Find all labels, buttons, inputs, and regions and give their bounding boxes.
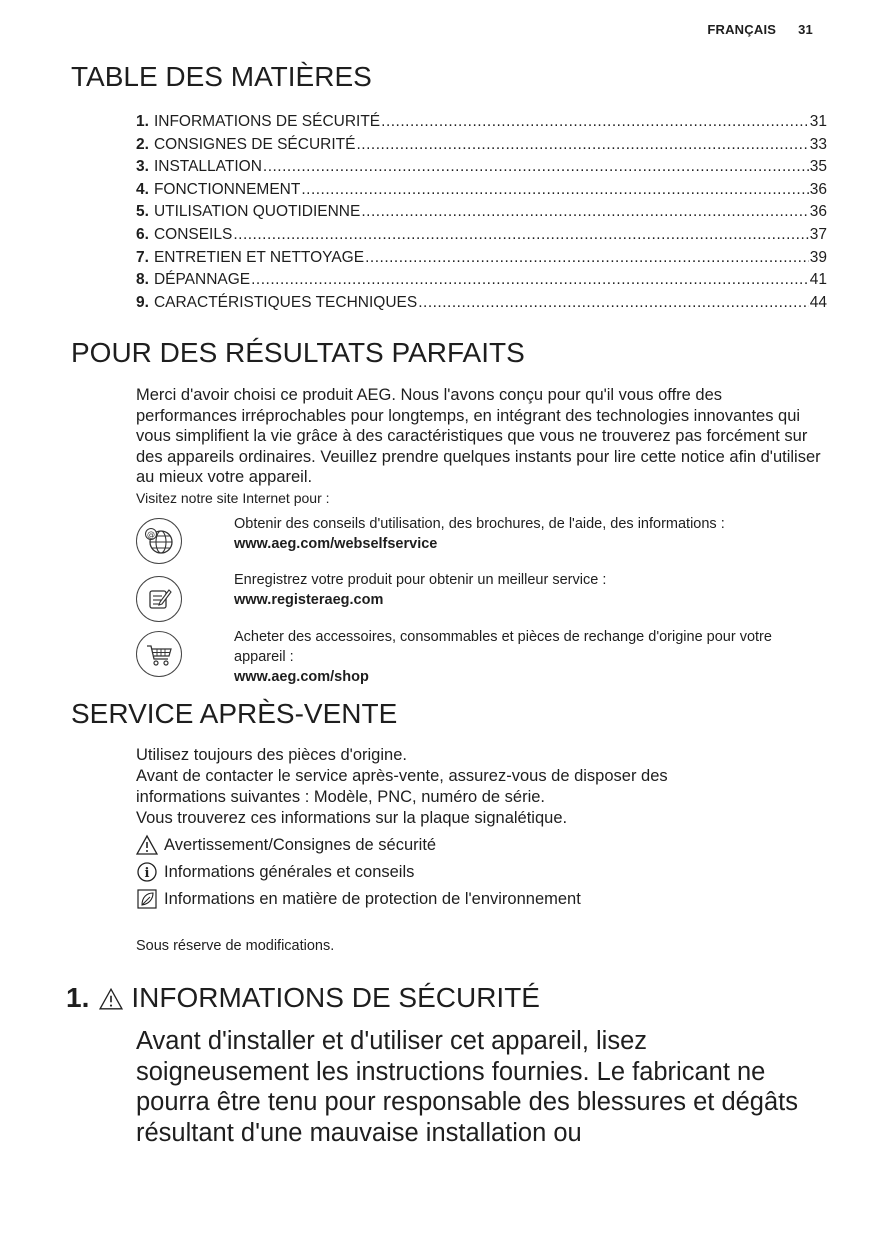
register-desc: Enregistrez votre produit pour obtenir un meilleur service : [234,572,607,588]
section-number: 1. [66,982,90,1013]
page-number: 31 [798,22,813,37]
warning-triangle-icon [99,986,123,1010]
legend-info: i Informations générales et conseils [136,859,414,885]
globe-at-icon [136,518,182,564]
toc-entry-label: CONSEILS [153,225,233,243]
table-of-contents [136,111,827,314]
service-title: SERVICE APRÈS-VENTE [71,698,398,729]
toc-entry-page: 33 [809,135,827,153]
register-link[interactable]: www.registeraeg.com [234,592,384,608]
toc-entry[interactable]: 4. FONCTIONNEMENT ..... 36 [136,179,827,202]
toc-entry-label: CARACTÉRISTIQUES TECHNIQUES [153,293,418,311]
toc-entry-label: INFORMATIONS DE SÉCURITÉ [153,113,381,130]
toc-entry[interactable]: 9. CARACTÉRISTIQUES TECHNIQUES ..... 44 [136,292,827,315]
toc-entry[interactable]: 2. CONSIGNES DE SÉCURITÉ ..... 33 [136,134,827,157]
toc-entry-label: INSTALLATION [153,158,262,176]
section-1-title [66,982,540,1014]
visit-text: Visitez notre site Internet pour : [136,490,330,506]
legend-warning: Avertissement/Consignes de sécurité [136,832,436,858]
service-line-3: Vous trouverez ces informations sur la plaque signalétique. [136,809,568,827]
toc-entry-page: 39 [809,248,827,266]
footnote: Sous réserve de modifications. [136,938,335,954]
toc-title: TABLE DES MATIÈRES [71,61,372,92]
toc-entry-label: UTILISATION QUOTIDIENNE [153,203,361,221]
shop-link[interactable]: www.aeg.com/shop [234,669,369,685]
toc-entry[interactable]: 3. INSTALLATION ..... 35 [136,156,827,179]
toc-entry[interactable]: 8. DÉPANNAGE ..... 41 [136,269,827,292]
page-header [707,22,813,37]
toc-entry[interactable]: 1. INFORMATIONS DE SÉCURITÉ ..... 31 [136,111,827,134]
shop-desc: Acheter des accessoires, consommables et pièces de rechange d'origine pour votre appareil : [234,629,772,665]
toc-entry-label: DÉPANNAGE [153,271,251,289]
toc-entry-page: 36 [809,203,827,221]
toc-entry-label: ENTRETIEN ET NETTOYAGE [153,248,365,266]
info-circle-icon [136,861,158,883]
toc-entry-label: FONCTIONNEMENT [153,180,301,198]
toc-entry-page: 36 [809,180,827,198]
webselfservice-link[interactable]: www.aeg.com/webselfservice [234,536,438,552]
results-title: POUR DES RÉSULTATS PARFAITS [71,337,525,368]
register-pen-icon [136,576,182,622]
environment-leaf-icon [136,888,158,910]
toc-entry-page: 35 [809,158,827,176]
toc-entry-page: 44 [809,293,827,311]
toc-entry-page: 31 [809,113,827,130]
legend-environment: Informations en matière de protection de l'environnement [136,886,581,912]
toc-entry-page: 41 [809,271,827,289]
svg-text:i: i [144,866,150,881]
toc-entry[interactable]: 7. ENTRETIEN ET NETTOYAGE ..... 39 [136,247,827,270]
shopping-cart-icon [136,631,182,677]
section-1-heading: INFORMATIONS DE SÉCURITÉ [131,982,540,1013]
toc-entry-page: 37 [809,225,827,243]
service-line-1: Utilisez toujours des pièces d'origine. [136,746,407,764]
language-label: FRANÇAIS [707,22,777,37]
webselfservice-desc: Obtenir des conseils d'utilisation, des brochures, de l'aide, des informations : [234,516,725,532]
section-1-body: Avant d'installer et d'utiliser cet appareil, lisez soigneusement les instructions fournies. Le fabricant ne pourra être tenu pour responsable des blessures et dégâts résultant d'une mauvaise installation ou [136,1027,799,1147]
warning-triangle-icon [136,834,158,856]
results-body: Merci d'avoir choisi ce produit AEG. Nous l'avons conçu pour qu'il vous offre des performances irréprochables pour longtemps, en intégrant des technologies innovantes qui vous simplifient la vie grâce à des caractéristiques que vous ne trouverez pas forcément sur des appareils ordinaires. Veuillez prendre quelques instants pour lire cette notice afin d'utiliser au mieux votre appareil. [136,386,821,487]
toc-entry-label: CONSIGNES DE SÉCURITÉ [153,135,356,153]
toc-entry[interactable]: 6. CONSEILS ..... 37 [136,224,827,247]
toc-entry[interactable]: 5. UTILISATION QUOTIDIENNE ..... 36 [136,201,827,224]
svg-text:@: @ [147,530,155,539]
service-line-2: Avant de contacter le service après-vente, assurez-vous de disposer des informations suivantes : Modèle, PNC, numéro de série. [136,767,668,806]
